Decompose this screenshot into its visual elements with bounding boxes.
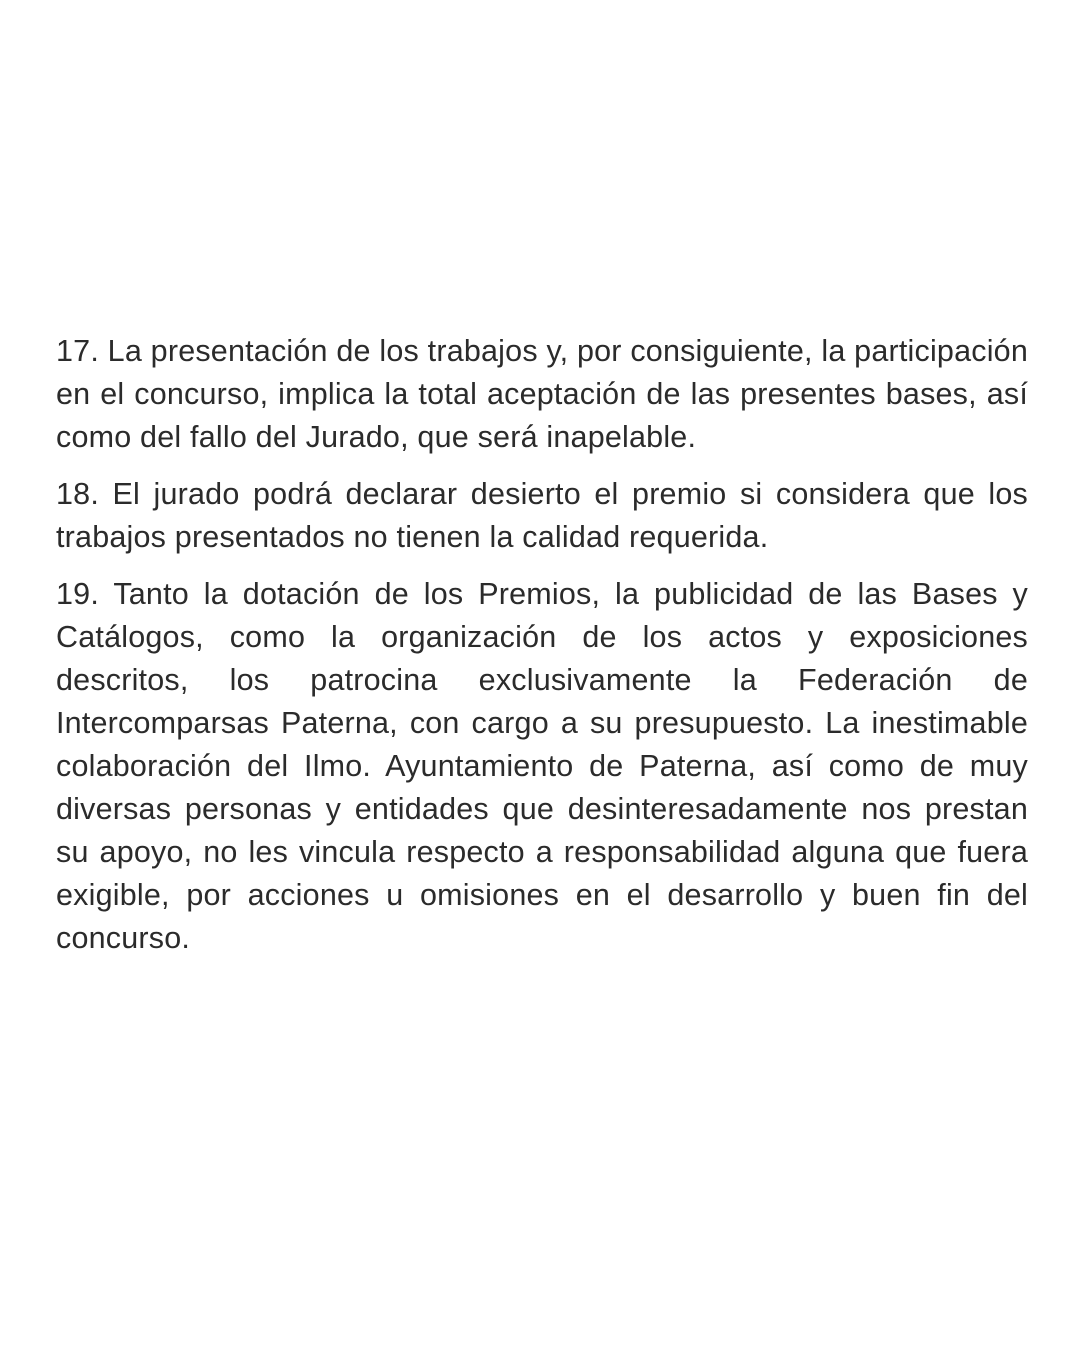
clause-18: 18. El jurado podrá declarar desierto el premio si considera que los trabajos presentados no tienen la calidad requerida. — [56, 477, 1028, 554]
clause-17: 17. La presentación de los trabajos y, por consiguiente, la participación en el concurso, implica la total aceptación de las presentes bases, así como del fallo del Jurado, que será inapelable. — [56, 334, 1028, 454]
rules-text-block — [56, 330, 1028, 974]
clause-19: 19. Tanto la dotación de los Premios, la publicidad de las Bases y Catálogos, como la organización de los actos y exposiciones descritos, los patrocina exclusivamente la Federación de Intercomparsas Paterna, con cargo a su presupuesto. La inestimable colaboración del Ilmo. Ayuntamiento de Paterna, así como de muy diversas personas y entidades que desinteresadamente nos prestan su apoyo, no les vincula respecto a responsabilidad alguna que fuera exigible, por acciones u omisiones en el desarrollo y buen fin del concurso. — [56, 577, 1028, 955]
